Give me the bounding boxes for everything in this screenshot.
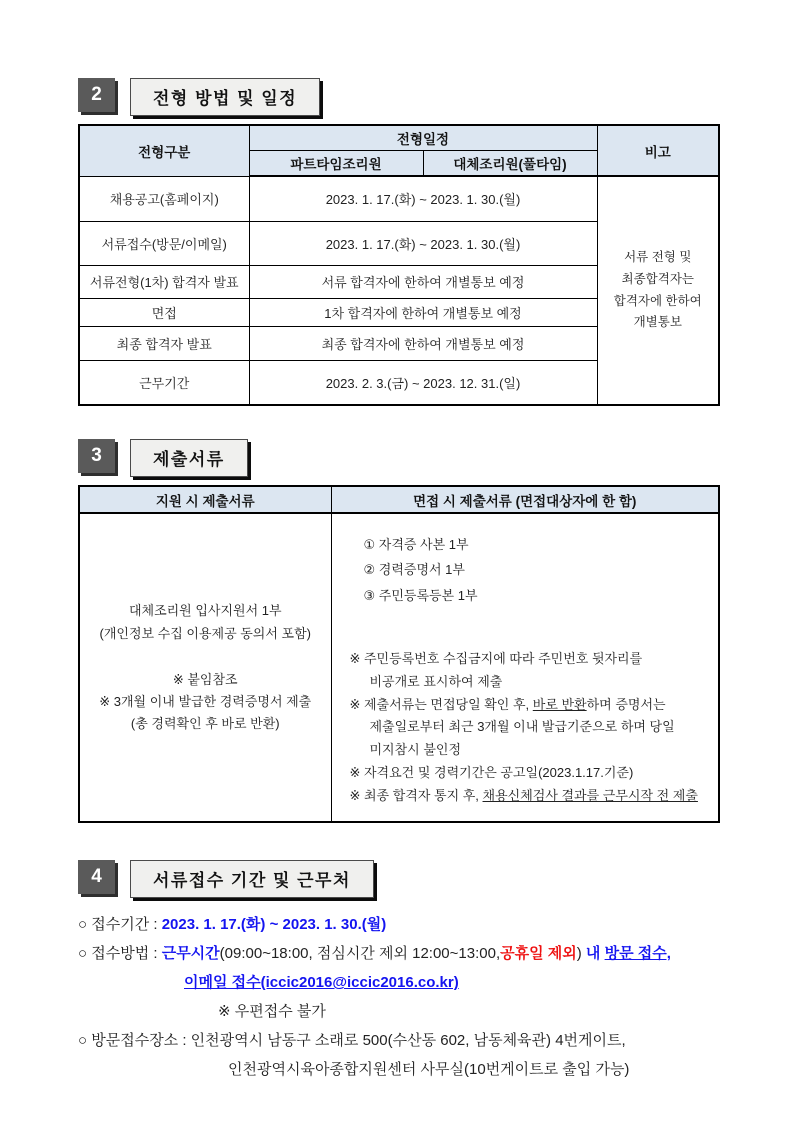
note-underlined-text: 채용신체검사 결과를 근무시작 전 제출 (482, 787, 698, 803)
section-2-title: 전형 방법 및 일정 (130, 78, 320, 116)
docs-notes (350, 648, 709, 807)
schedule-col-schedule: 전형일정 (249, 125, 597, 151)
holiday-excluded-text: 공휴일 제외 (500, 945, 577, 963)
schedule-row-label: 서류접수(방문/이메일) (79, 221, 249, 265)
section-3-header (78, 439, 718, 477)
section-2-number-badge: 2 (78, 78, 115, 112)
schedule-row-value: 1차 합격자에 한하여 개별통보 예정 (249, 298, 597, 326)
section-4-number-badge: 4 (78, 860, 115, 894)
section-2-header (78, 78, 718, 116)
docs-left-line: (총 경력확인 후 바로 반환) (130, 715, 280, 731)
schedule-sub-parttime: 파트타임조리원 (249, 151, 423, 177)
note-line: 합격자에 한하여 (613, 293, 702, 308)
section-4-body (78, 910, 718, 1084)
docs-left-line: (개인정보 수집 이용제공 동의서 포함) (99, 625, 311, 641)
section-4-title: 서류접수 기간 및 근무처 (130, 860, 374, 898)
docs-note-line (350, 694, 709, 717)
schedule-row-label: 면접 (79, 298, 249, 326)
reception-period-line (78, 910, 718, 939)
docs-numbered-item: ② 경력증명서 1부 (363, 562, 465, 578)
note-line: 최종합격자는 (621, 271, 694, 286)
docs-note-line: ※ 주민등록번호 수집금지에 따라 주민번호 뒷자리를 (349, 651, 643, 667)
work-hours-text: 근무시간 (161, 945, 220, 963)
docs-note-line: 제출일로부터 최근 3개월 이내 발급기준으로 하며 당일 (369, 719, 675, 735)
docs-left-line: 대체조리원 입사지원서 1부 (128, 603, 282, 619)
docs-left-line: ※ 붙임참조 (172, 671, 238, 687)
method-paren-text: ) (576, 945, 586, 963)
schedule-table (78, 124, 720, 406)
visit-location-line1: ○ 방문접수장소 : 인천광역시 남동구 소래로 500(수산동 602, 남동체육관) 4번게이트, (78, 1032, 626, 1050)
visit-reception-text: 방문 접수, (604, 945, 671, 963)
schedule-row-value: 2023. 1. 17.(화) ~ 2023. 1. 30.(월) (249, 221, 597, 265)
schedule-sub-fulltime: 대체조리원(풀타임) (423, 151, 597, 177)
note-line: 개별통보 (633, 315, 682, 330)
schedule-row-value: 2023. 2. 3.(금) ~ 2023. 12. 31.(일) (249, 360, 597, 405)
email-reception-line (78, 968, 718, 997)
schedule-col-note: 비고 (597, 125, 719, 176)
docs-numbered-item: ① 자격증 사본 1부 (363, 537, 469, 552)
note-underlined-text: 바로 반환 (532, 696, 587, 712)
note-text: ※ 최종 합격자 통지 후, (349, 787, 483, 803)
docs-note-line: ※ 자격요건 및 경력기간은 공고일(2023.1.17.기준) (349, 764, 634, 780)
note-text: 하며 증명서는 (586, 696, 666, 712)
docs-note-line: 비공개로 표시하여 제출 (369, 673, 503, 689)
reception-method-label: ○ 접수방법 : (78, 945, 162, 963)
within-text: 내 (585, 945, 605, 963)
schedule-row-value: 서류 합격자에 한하여 개별통보 예정 (249, 265, 597, 298)
section-4-header (78, 860, 718, 898)
documents-table (78, 485, 720, 823)
section-3-number-badge: 3 (78, 439, 115, 473)
schedule-note-cell (597, 176, 719, 405)
document-page (78, 78, 718, 1084)
no-mail-line: ※ 우편접수 불가 (218, 1003, 326, 1021)
note-line: 서류 전형 및 (624, 249, 692, 264)
docs-left-header: 지원 시 제출서류 (79, 486, 331, 513)
schedule-row-label: 채용공고(홈페이지) (79, 176, 249, 221)
docs-note-line: 미지참시 불인정 (369, 742, 462, 758)
docs-right-cell (331, 513, 719, 822)
email-reception-text: 이메일 접수(iccic2016@iccic2016.co.kr) (184, 974, 459, 992)
schedule-row-value: 2023. 1. 17.(화) ~ 2023. 1. 30.(월) (249, 176, 597, 221)
method-detail-text: (09:00~18:00, 점심시간 제외 12:00~13:00, (219, 945, 501, 963)
docs-left-line: ※ 3개월 이내 발급한 경력증명서 제출 (99, 693, 312, 709)
docs-numbered-list (364, 532, 709, 608)
schedule-row-label: 최종 합격자 발표 (79, 326, 249, 360)
schedule-row-value: 최종 합격자에 한하여 개별통보 예정 (249, 326, 597, 360)
reception-method-line (78, 939, 718, 968)
visit-location-line2: 인천광역시육아종합지원센터 사무실(10번게이트로 출입 가능) (228, 1061, 630, 1079)
reception-period-label: ○ 접수기간 : (78, 916, 162, 934)
docs-note-line (350, 785, 709, 808)
reception-period-value: 2023. 1. 17.(화) ~ 2023. 1. 30.(월) (161, 916, 387, 934)
schedule-col-category: 전형구분 (79, 125, 249, 176)
schedule-row-label: 서류전형(1차) 합격자 발표 (79, 265, 249, 298)
note-text: ※ 제출서류는 면접당일 확인 후, (349, 696, 533, 712)
docs-left-cell (79, 513, 331, 822)
schedule-row-label: 근무기간 (79, 360, 249, 405)
section-3-title: 제출서류 (130, 439, 248, 477)
docs-numbered-item: ③ 주민등록등본 1부 (363, 587, 478, 603)
docs-right-header: 면접 시 제출서류 (면접대상자에 한 함) (331, 486, 719, 513)
